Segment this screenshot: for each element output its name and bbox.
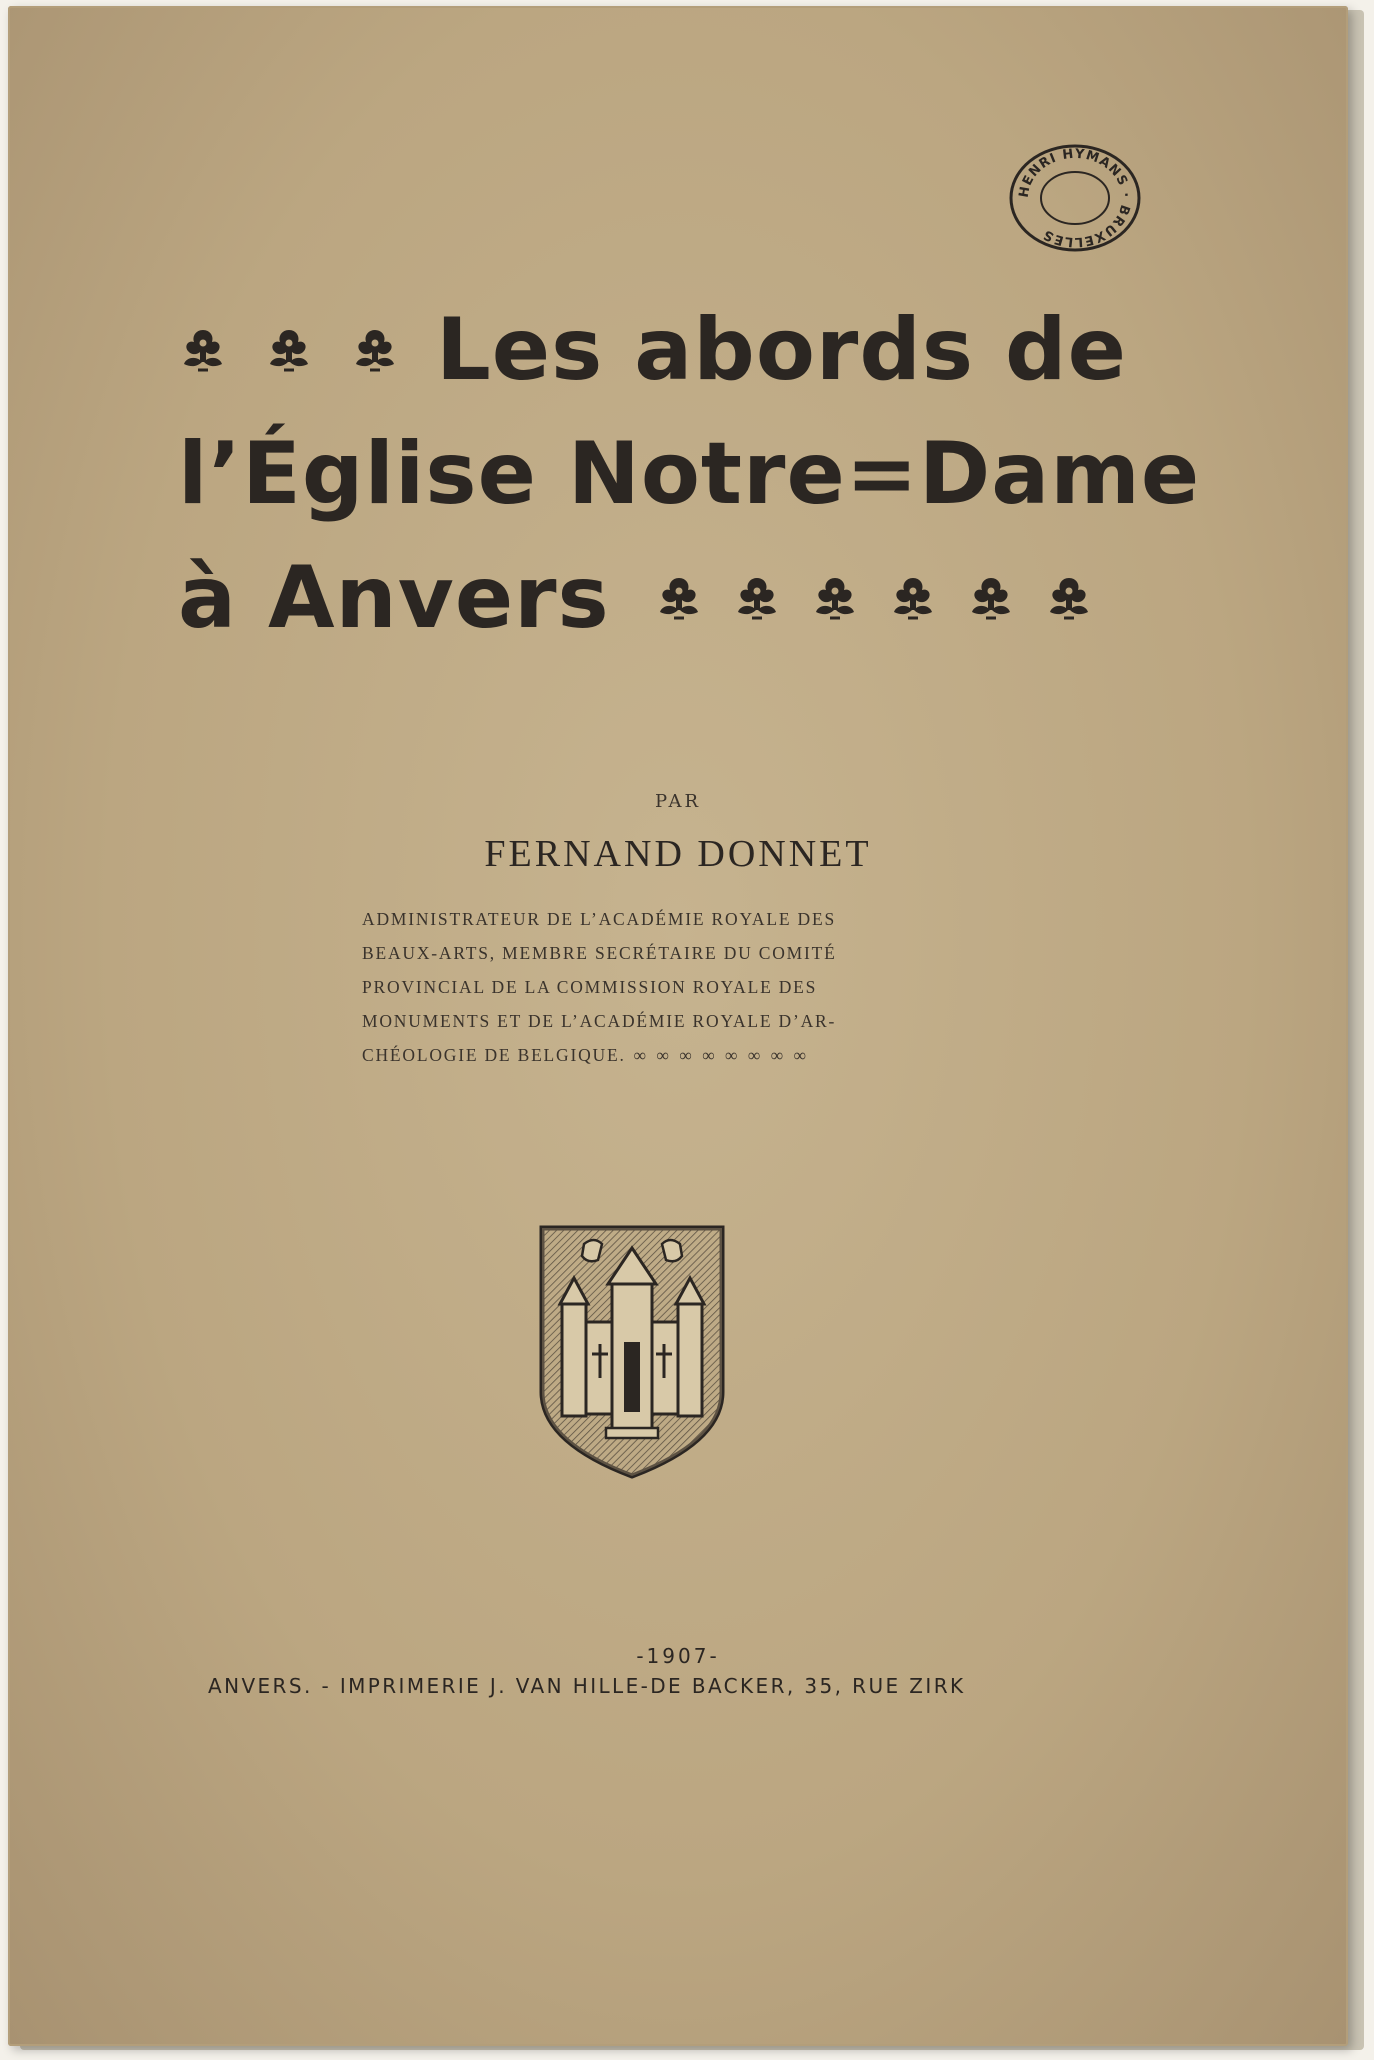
- title-line-3: [178, 536, 1098, 660]
- flower-ornament-icon: [888, 574, 938, 622]
- antwerp-castle-shield-icon: [536, 1222, 728, 1482]
- flower-ornament-icon: [654, 574, 704, 622]
- title-text-1: Les abords de: [436, 300, 1127, 400]
- flower-ornament-icon: [264, 326, 314, 374]
- svg-text:HENRI HYMANS · BRUXELLES: [1017, 147, 1133, 249]
- ornament-group-leading: [178, 326, 436, 374]
- credentials-filler: ∞ ∞ ∞ ∞ ∞ ∞ ∞ ∞: [633, 1045, 810, 1065]
- printer-imprint: ANVERS. - IMPRIMERIE J. VAN HILLE-DE BACKER, 35, RUE ZIRK: [208, 1674, 966, 1698]
- credentials-line-last: [362, 1038, 892, 1072]
- flower-ornament-icon: [732, 574, 782, 622]
- title-text-2: l’Église Notre=Dame: [178, 424, 1201, 524]
- title-line-2: [178, 412, 1201, 536]
- credentials-line: CHÉOLOGIE DE BELGIQUE.: [362, 1045, 626, 1065]
- author-credentials: [362, 902, 892, 1072]
- author-name: FERNAND DONNET: [484, 833, 872, 875]
- library-stamp-icon: [1006, 142, 1144, 254]
- flower-ornament-icon: [350, 326, 400, 374]
- title-text-3: à Anvers: [178, 548, 610, 648]
- title-line-1: [178, 288, 1127, 412]
- flower-ornament-icon: [966, 574, 1016, 622]
- flower-ornament-icon: [178, 326, 228, 374]
- publication-year: -1907-: [636, 1644, 720, 1668]
- stamp-text: HENRI HYMANS · BRUXELLES: [1016, 146, 1134, 250]
- flower-ornament-icon: [1044, 574, 1094, 622]
- credentials-line: ADMINISTRATEUR DE L’ACADÉMIE ROYALE DES: [362, 909, 836, 929]
- flower-ornament-icon: [810, 574, 860, 622]
- book-title: [178, 288, 1201, 660]
- par-label: PAR: [654, 791, 701, 812]
- credentials-line: MONUMENTS ET DE L’ACADÉMIE ROYALE D’AR-: [362, 1011, 837, 1031]
- credentials-line: PROVINCIAL DE LA COMMISSION ROYALE DES: [362, 977, 818, 997]
- ornament-group-trailing: [654, 574, 1122, 622]
- book-cover: [8, 6, 1348, 2046]
- credentials-line: BEAUX-ARTS, MEMBRE SECRÉTAIRE DU COMITÉ: [362, 943, 837, 963]
